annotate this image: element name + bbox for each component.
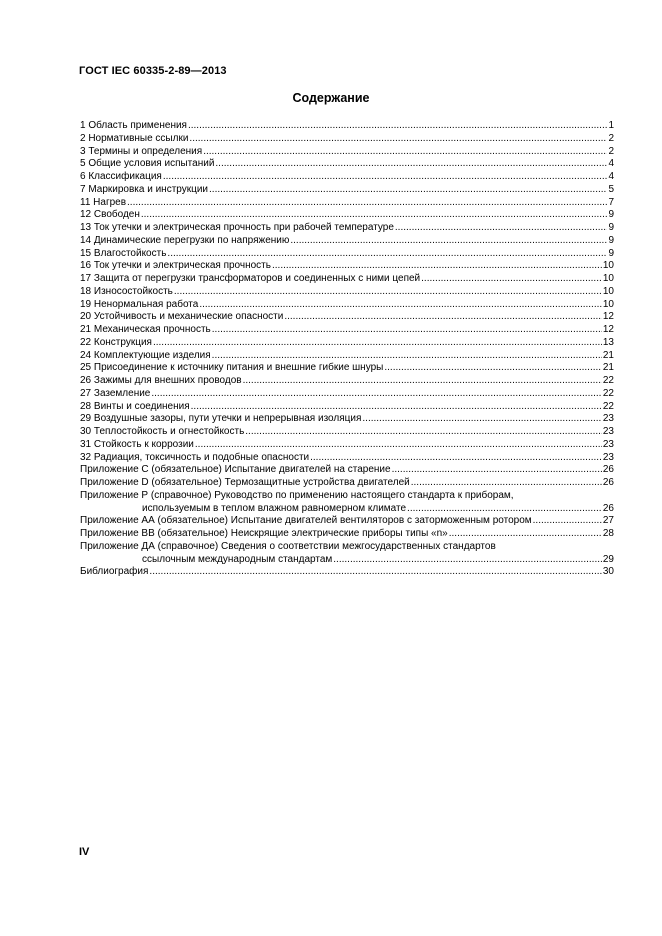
toc-entry[interactable]: [80, 286, 614, 299]
toc-entry-page: 29: [602, 553, 614, 565]
toc-entry-title: 29 Воздушные зазоры, пути утечки и непрерывная изоляция: [80, 413, 362, 425]
toc-leader-dots: [191, 401, 602, 414]
toc-leader-dots: [151, 388, 602, 401]
toc-entry[interactable]: [80, 273, 614, 286]
toc-entry-title: 3 Термины и определения: [80, 145, 203, 157]
toc-leader-dots: [153, 337, 602, 350]
toc-entry-page: 9: [608, 209, 614, 221]
toc-entry[interactable]: [80, 554, 614, 567]
toc-entry-title: Приложение С (обязательное) Испытание двигателей на старение: [80, 464, 391, 476]
toc-leader-dots: [212, 324, 602, 337]
toc-entry-title: 24 Комплектующие изделия: [80, 349, 211, 361]
table-of-contents: [80, 120, 614, 579]
toc-leader-dots: [163, 171, 608, 184]
toc-entry-page: 9: [608, 247, 614, 259]
toc-entry-title: ссылочным международным стандартам: [142, 553, 333, 565]
toc-leader-dots: [290, 235, 607, 248]
toc-entry[interactable]: [80, 528, 614, 541]
toc-entry-title: Приложение АА (обязательное) Испытание двигателей вентиляторов с заторможенным ротором: [80, 515, 532, 527]
toc-entry-page: 1: [608, 120, 614, 131]
toc-leader-dots: [333, 554, 602, 567]
toc-leader-dots: [284, 311, 602, 324]
toc-leader-dots: [167, 248, 607, 261]
toc-leader-dots: [189, 133, 607, 146]
toc-entry-page: 27: [602, 515, 614, 527]
toc-entry-page: 10: [602, 260, 614, 272]
toc-entry-title: Библиография: [80, 566, 149, 578]
toc-entry-title: 19 Ненормальная работа: [80, 298, 199, 310]
toc-entry[interactable]: [80, 222, 614, 235]
toc-entry[interactable]: [80, 171, 614, 184]
toc-entry-title: 15 Влагостойкость: [80, 247, 167, 259]
toc-entry-title: 26 Зажимы для внешних проводов: [80, 375, 242, 386]
toc-entry-line[interactable]: Приложение ДА (справочное) Сведения о соответствии межгосударственных стандартов: [80, 540, 496, 552]
toc-entry[interactable]: [80, 184, 614, 197]
toc-entry-page: 4: [608, 171, 614, 182]
toc-leader-dots: [174, 286, 602, 299]
toc-entry-title: 21 Механическая прочность: [80, 324, 211, 335]
toc-entry[interactable]: [80, 311, 614, 324]
toc-entry-title: 1 Область применения: [80, 120, 187, 131]
toc-entry-page: 22: [602, 400, 614, 412]
toc-entry-title: 22 Конструкция: [80, 336, 152, 348]
toc-entry-title: 20 Устойчивость и механические опасности: [80, 311, 284, 323]
toc-entry-page: 23: [602, 426, 614, 437]
toc-entry-line[interactable]: Приложение Р (справочное) Руководство по применению настоящего стандарта к приборам,: [80, 489, 514, 501]
toc-entry-title: 7 Маркировка и инструкции: [80, 183, 209, 195]
toc-entry[interactable]: [80, 375, 614, 388]
toc-entry-page: 21: [602, 362, 614, 374]
toc-entry-page: 22: [602, 387, 614, 399]
toc-entry-title: 6 Классификация: [80, 171, 162, 182]
toc-entry[interactable]: [80, 299, 614, 312]
toc-entry-title: 28 Винты и соединения: [80, 400, 190, 412]
toc-entry-page: 12: [602, 324, 614, 335]
toc-entry-title: 17 Защита от перегрузки трансформаторов и соединенных с ними цепей: [80, 273, 421, 284]
page-number: IV: [79, 846, 90, 858]
toc-entry-page: 12: [602, 311, 614, 323]
toc-leader-dots: [203, 146, 607, 159]
toc-entry[interactable]: [80, 464, 614, 477]
toc-leader-dots: [195, 439, 602, 452]
toc-leader-dots: [188, 120, 607, 133]
toc-entry[interactable]: [80, 324, 614, 337]
toc-entry[interactable]: [80, 388, 614, 401]
toc-entry-page: 23: [602, 413, 614, 425]
toc-entry-page: 30: [602, 566, 614, 578]
toc-entry[interactable]: [80, 566, 614, 579]
toc-entry-page: 26: [602, 477, 614, 488]
toc-entry[interactable]: [80, 439, 614, 452]
toc-entry[interactable]: [80, 158, 614, 171]
toc-leader-dots: [149, 566, 601, 579]
toc-entry-title: используемым в теплом влажном равномерном климате: [142, 502, 407, 514]
toc-leader-dots: [243, 375, 602, 388]
toc-entry[interactable]: [80, 515, 614, 528]
toc-leader-dots: [209, 184, 607, 197]
toc-entry-title: 18 Износостойкость: [80, 285, 173, 297]
toc-entry[interactable]: [80, 477, 614, 490]
toc-entry[interactable]: [80, 413, 614, 426]
toc-leader-dots: [395, 222, 608, 235]
toc-entry[interactable]: [80, 133, 614, 146]
toc-entry-page: 9: [608, 234, 614, 246]
toc-leader-dots: [533, 515, 602, 528]
toc-leader-dots: [272, 260, 602, 273]
toc-entry-title: 12 Свободен: [80, 209, 140, 221]
toc-entry-title: 14 Динамические перегрузки по напряжению: [80, 234, 290, 246]
toc-leader-dots: [127, 197, 607, 210]
toc-entry-title: 2 Нормативные ссылки: [80, 132, 189, 144]
toc-entry-page: 23: [602, 451, 614, 463]
toc-entry[interactable]: [80, 426, 614, 439]
toc-entry-page: 28: [602, 528, 614, 539]
toc-entry[interactable]: [80, 146, 614, 159]
toc-leader-dots: [392, 464, 602, 477]
toc-entry[interactable]: [80, 337, 614, 350]
toc-leader-dots: [215, 158, 607, 171]
toc-leader-dots: [199, 299, 602, 312]
toc-leader-dots: [407, 503, 602, 516]
toc-entry-title: 25 Присоединение к источнику питания и внешние гибкие шнуры: [80, 362, 384, 374]
toc-entry-page: 23: [602, 438, 614, 450]
toc-leader-dots: [411, 477, 602, 490]
toc-entry-page: 21: [602, 349, 614, 361]
toc-entry-page: 10: [602, 298, 614, 310]
toc-leader-dots: [245, 426, 602, 439]
toc-entry-title: 11 Нагрев: [80, 196, 127, 208]
toc-entry-page: 26: [602, 464, 614, 476]
toc-entry-page: 4: [608, 158, 614, 170]
toc-leader-dots: [141, 209, 608, 222]
toc-entry[interactable]: [80, 120, 614, 133]
toc-entry[interactable]: [80, 235, 614, 248]
toc-entry-page: 10: [602, 285, 614, 297]
toc-entry[interactable]: [80, 350, 614, 363]
toc-entry-title: Приложение D (обязательное) Термозащитные устройства двигателей: [80, 477, 410, 488]
toc-entry-page: 22: [602, 375, 614, 386]
toc-entry-page: 7: [608, 196, 614, 208]
toc-entry[interactable]: [80, 209, 614, 222]
toc-entry-title: 16 Ток утечки и электрическая прочность: [80, 260, 271, 272]
toc-entry-page: 2: [608, 132, 614, 144]
toc-entry-title: 13 Ток утечки и электрическая прочность при рабочей температуре: [80, 222, 394, 233]
toc-entry-title: Приложение ВВ (обязательное) Неискрящие электрические приборы типы «n»: [80, 528, 448, 539]
toc-leader-dots: [449, 528, 602, 541]
toc-leader-dots: [362, 413, 601, 426]
toc-entry-title: 31 Стойкость к коррозии: [80, 438, 194, 450]
toc-entry-page: 5: [608, 183, 614, 195]
toc-entry[interactable]: [80, 248, 614, 261]
toc-entry[interactable]: [80, 503, 614, 516]
toc-entry[interactable]: [80, 260, 614, 273]
toc-entry-page: 10: [602, 273, 614, 284]
toc-entry-page: 26: [602, 502, 614, 514]
toc-entry-page: 9: [608, 222, 614, 233]
toc-leader-dots: [212, 350, 602, 363]
toc-entry[interactable]: [80, 197, 614, 210]
toc-entry[interactable]: [80, 362, 614, 375]
toc-leader-dots: [384, 362, 602, 375]
toc-entry[interactable]: [80, 401, 614, 414]
toc-entry[interactable]: [80, 452, 614, 465]
toc-entry-title: 5 Общие условия испытаний: [80, 158, 215, 170]
toc-leader-dots: [310, 452, 602, 465]
page-title: Содержание: [292, 91, 370, 105]
toc-entry-title: 32 Радиация, токсичность и подобные опасности: [80, 451, 310, 463]
toc-leader-dots: [421, 273, 602, 286]
document-code: ГОСТ IEC 60335-2-89—2013: [79, 65, 227, 77]
toc-entry-title: 27 Заземление: [80, 387, 151, 399]
toc-entry-title: 30 Теплостойкость и огнестойкость: [80, 426, 245, 437]
toc-entry-page: 2: [608, 145, 614, 157]
toc-entry-page: 13: [602, 336, 614, 348]
